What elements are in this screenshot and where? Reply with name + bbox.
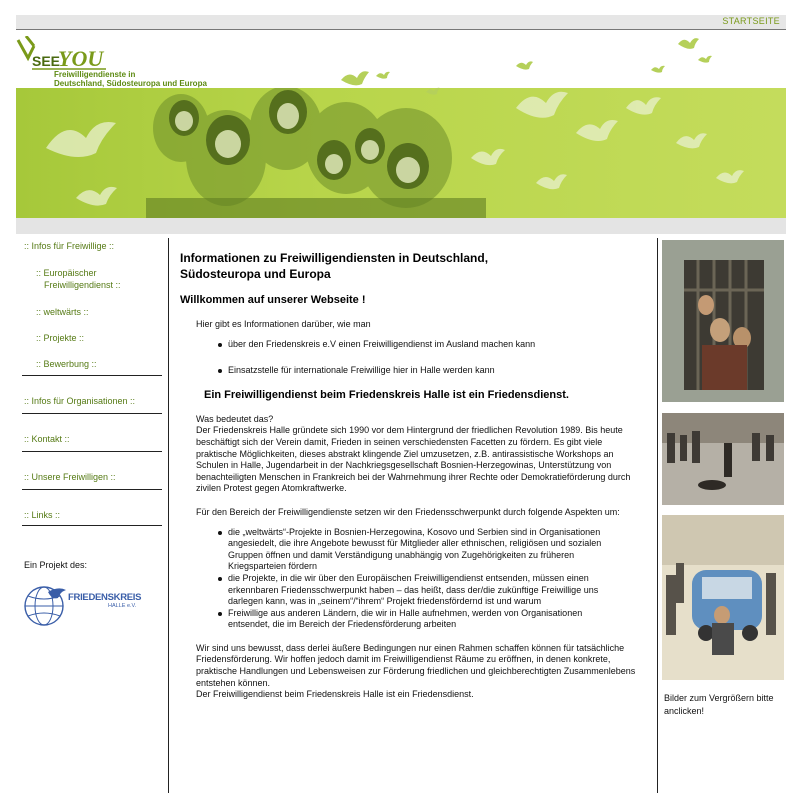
nav-links[interactable]: :: Links ::: [24, 510, 61, 520]
nav-separator: [22, 525, 162, 526]
list-item: Einsatzstelle für internationale Freiwillige hier in Halle werden kann: [228, 365, 650, 377]
header-bottom-band: [16, 218, 786, 234]
paragraph-3: Wir sind uns bewusst, dass derlei äußere Bedingungen nur einen Rahmen schaffen können für tatsächliche Friedensförderung. Wir hoffen jedoch damit im Freiwilligendienst Räume zu eröffnen, in denen konkrete, praktische Handlungen und Lebensweisen zur Förderung friedlichen und gleichberechtigten Zusammenlebens entstehen können.: [196, 642, 636, 688]
photo-group-art: [662, 515, 784, 680]
main-content: [180, 250, 650, 701]
svg-text:SEE: SEE: [32, 53, 61, 69]
friedenskreis-logo-sub: HALLE e.V.: [108, 603, 137, 609]
paragraph-2: Für den Bereich der Freiwilligendienste setzen wir den Friedensschwerpunkt durch folgende Aspekten um:: [196, 506, 620, 517]
svg-text:YOU: YOU: [58, 46, 104, 71]
list-item: über den Friedenskreis e.V einen Freiwilligendienst im Ausland machen kann: [228, 339, 650, 351]
photo-prison-window[interactable]: [662, 240, 784, 402]
logo-subtitle: [54, 70, 207, 88]
nav-europaeisch-line-1: :: Europäischer: [36, 268, 97, 278]
intro-bullet-list: [180, 339, 650, 377]
nav-separator: [22, 413, 162, 414]
nav-separator: [22, 375, 162, 376]
startseite-link[interactable]: STARTSEITE: [722, 16, 780, 26]
photos-caption: Bilder zum Vergrößern bitte anclicken!: [664, 693, 774, 716]
photo-street-art: [662, 413, 784, 505]
nav-europaeisch[interactable]: [36, 267, 121, 291]
nav-bewerbung[interactable]: :: Bewerbung ::: [36, 359, 97, 369]
photo-street-performance[interactable]: [662, 413, 784, 505]
welcome-heading: Willkommen auf unserer Webseite !: [180, 294, 366, 306]
friedenskreis-logo-text: FRIEDENSKREIS: [68, 592, 142, 603]
intro-text: Hier gibt es Informationen darüber, wie man: [196, 319, 371, 329]
nav-weltwaerts[interactable]: :: weltwärts ::: [36, 307, 89, 317]
nav-unsere-freiwilligen[interactable]: :: Unsere Freiwilligen ::: [24, 472, 116, 482]
content-left-border: [168, 238, 169, 793]
paragraph-1: Der Friedenskreis Halle gründete sich 1990 vor dem Hintergrund der friedlichen Revolution 1989. Bis heute beschäftigt sich der Verein damit, Frieden in seinen verschiedensten Facetten zu fördern. Es gibt viele praktische Möglichkeiten, dieses abstrakt klingende Ziel umzusetzen, z.B. antirassistische Workshops an Schulen in Halle, Jugendarbeit in der Nachkriegsgesellschaft Bosnien-Herzegowinas, Unterstützung von benachteiligten Menschen in Frankreich bei der Wahrnehmung ihrer Rechte oder Demokratieförderung durch zivilen Protest gegen Atomkraftwerke.: [196, 425, 631, 494]
question-text: Was bedeutet das?: [196, 413, 274, 424]
paragraph-4: Der Freiwilligendienst beim Friedenskreis Halle ist ein Friedensdienst.: [196, 689, 474, 700]
list-item: Freiwillige aus anderen Ländern, die wir in Halle aufnehmen, werden von Organisationen entsendet, die im Bereich der Friedensförderung arbeiten: [228, 608, 618, 631]
list-item: die „weltwärts“-Projekte in Bosnien-Herzegowina, Kosovo und Serbien sind in Organisationen angesiedelt, die ihre Angebote bewusst für Mitglieder aller ethnischen, religiösen und sozialen Gruppen öffnen und damit Verständigung unabhängig von Zugehörigkeiten zu früheren Kriegsparteien fördern: [228, 527, 618, 573]
body-text: [180, 414, 636, 519]
friedensdienst-heading: Ein Freiwilligendienst beim Friedenskreis Halle ist ein Friedensdienst.: [204, 388, 569, 401]
content-right-border: [657, 238, 658, 793]
projekt-des-label: Ein Projekt des:: [24, 560, 88, 570]
page-title-line-2: Südosteuropa und Europa: [180, 267, 331, 281]
nav-separator: [22, 489, 162, 490]
top-bar: [16, 15, 786, 30]
globe-dove-icon: [22, 582, 70, 630]
nav-infos-organisationen[interactable]: :: Infos für Organisationen ::: [24, 396, 136, 406]
nav-europaeisch-line-2: Freiwilligendienst ::: [44, 280, 121, 290]
friedenskreis-logo[interactable]: [22, 582, 152, 630]
aspects-bullet-list: [180, 527, 618, 631]
list-item: die Projekte, in die wir über den Europäischen Freiwilligendienst entsenden, müssen einen erkennbaren Friedensschwerpunkt haben – das heißt, dass der/die zukünftige Freiwillige uns darlegen kann, was in „seinem“/“ihrem“ Projekt friedensfördernd ist und warum: [228, 573, 618, 608]
page-title-line-1: Informationen zu Freiwilligendiensten in Deutschland,: [180, 251, 489, 265]
logo-subtitle-line-1: Freiwilligendienste in: [54, 70, 136, 79]
nav-infos-freiwillige[interactable]: :: Infos für Freiwillige ::: [24, 241, 115, 251]
nav-kontakt[interactable]: :: Kontakt ::: [24, 434, 70, 444]
logo-subtitle-line-2: Deutschland, Südosteuropa und Europa: [54, 79, 207, 88]
photo-group-car[interactable]: [662, 515, 784, 680]
closing-text: [180, 643, 636, 701]
page-title: [180, 250, 650, 282]
nav-separator: [22, 451, 162, 452]
nav-projekte[interactable]: :: Projekte ::: [36, 333, 85, 343]
photo-prison-art: [662, 240, 784, 402]
